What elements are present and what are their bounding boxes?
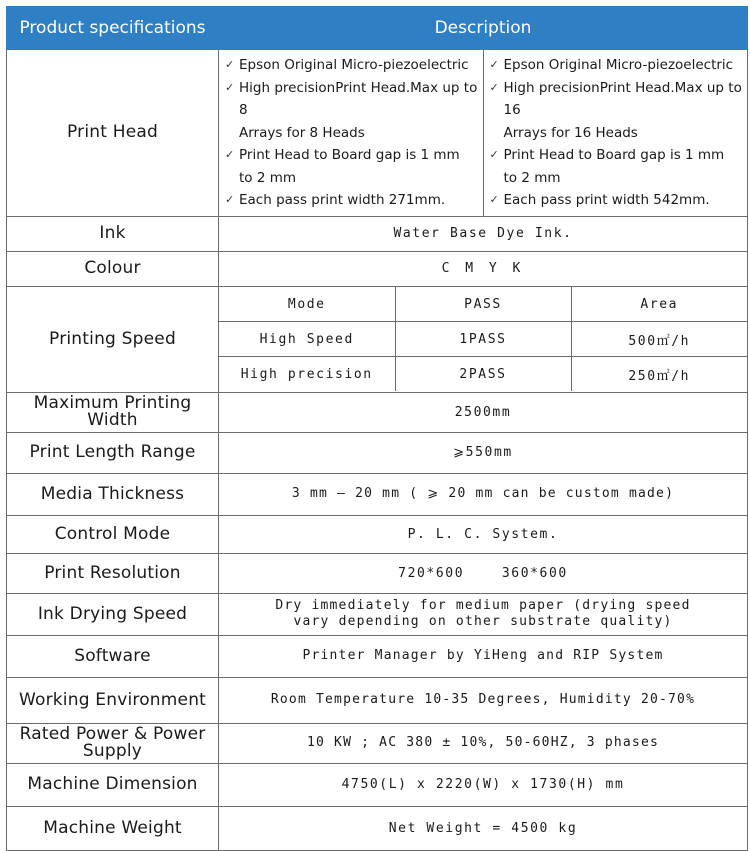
label-dimension: Machine Dimension (7, 763, 219, 806)
drying-line-1: Dry immediately for medium paper (drying speed (275, 598, 691, 613)
speed-header-pass: PASS (395, 287, 571, 322)
value-ink: Water Base Dye Ink. (219, 216, 748, 251)
label-control-mode: Control Mode (7, 515, 219, 553)
header-description: Description (219, 7, 748, 50)
row-resolution (7, 553, 748, 593)
speed-mode: High Speed (219, 322, 395, 357)
bullet-item: ✓ High precisionPrint Head.Max up to 8 (225, 77, 479, 122)
bullet-item: ✓ Epson Original Micro-piezoelectric (490, 54, 744, 77)
row-max-width (7, 392, 748, 432)
print-head-values (219, 50, 748, 217)
row-print-head (7, 50, 748, 217)
label-colour: Colour (7, 251, 219, 286)
speed-mode: High precision (219, 357, 395, 392)
print-head-16-heads (483, 50, 747, 216)
bullet-item: ✓ Epson Original Micro-piezoelectric (225, 54, 479, 77)
header-product-specs: Product specifications (7, 7, 219, 50)
bullet-item: ✓ Print Head to Board gap is 1 mm (225, 144, 479, 167)
speed-header-mode: Mode (287, 296, 326, 312)
value-drying (219, 593, 748, 635)
value-colour: C M Y K (219, 251, 748, 286)
bullet-continuation: Arrays for 16 Heads (503, 124, 638, 141)
label-resolution: Print Resolution (7, 553, 219, 593)
row-length-range (7, 432, 748, 473)
label-media-thickness: Media Thickness (7, 473, 219, 515)
value-control-mode: P. L. C. System. (219, 515, 748, 553)
value-power: 10 KW ; AC 380 ± 10%, 50-60HZ, 3 phases (219, 723, 748, 763)
label-weight: Machine Weight (7, 806, 219, 850)
row-weight (7, 806, 748, 850)
value-environment: Room Temperature 10-35 Degrees, Humidity 20-70% (219, 677, 748, 723)
bullet-continuation: to 2 mm (503, 169, 561, 186)
speed-area: 250㎡/h (571, 357, 747, 392)
value-dimension: 4750(L) x 2220(W) x 1730(H) mm (219, 763, 748, 806)
value-software: Printer Manager by YiHeng and RIP System (219, 635, 748, 677)
row-drying (7, 593, 748, 635)
row-media-thickness (7, 473, 748, 515)
bullet-continuation: Arrays for 8 Heads (239, 124, 365, 141)
printing-speed-table-cell (219, 286, 748, 392)
drying-line-2: vary depending on other substrate quality) (293, 614, 673, 629)
label-drying: Ink Drying Speed (7, 593, 219, 635)
bullet-item: ✓ Each pass print width 271mm. (225, 189, 479, 212)
speed-row (219, 322, 747, 357)
speed-pass: 1PASS (395, 322, 571, 357)
label-length-range: Print Length Range (7, 432, 219, 473)
label-software: Software (7, 635, 219, 677)
speed-pass: 2PASS (395, 357, 571, 392)
row-power (7, 723, 748, 763)
spec-table (6, 6, 748, 851)
label-printing-speed: Printing Speed (7, 286, 219, 392)
value-resolution: 720*600 360*600 (219, 553, 748, 593)
row-colour (7, 251, 748, 286)
bullet-continuation: to 2 mm (239, 169, 297, 186)
row-environment (7, 677, 748, 723)
bullet-item: ✓ Each pass print width 542mm. (490, 189, 744, 212)
row-dimension (7, 763, 748, 806)
speed-header-area: Area (571, 287, 747, 322)
header-row (7, 7, 748, 50)
value-media-thickness: 3 mm – 20 mm ( ⩾ 20 mm can be custom made) (219, 473, 748, 515)
speed-area: 500㎡/h (571, 322, 747, 357)
label-power: Rated Power & Power Supply (7, 723, 219, 763)
bullet-item: ✓ High precisionPrint Head.Max up to 16 (490, 77, 744, 122)
printing-speed-table (219, 287, 747, 391)
value-length-range: ⩾550mm (219, 432, 748, 473)
speed-header-row (219, 287, 747, 322)
label-ink: Ink (7, 216, 219, 251)
row-control-mode (7, 515, 748, 553)
label-print-head: Print Head (7, 50, 219, 217)
bullet-item: ✓ Print Head to Board gap is 1 mm (490, 144, 744, 167)
row-software (7, 635, 748, 677)
value-weight: Net Weight = 4500 kg (219, 806, 748, 850)
row-printing-speed (7, 286, 748, 392)
label-environment: Working Environment (7, 677, 219, 723)
value-max-width: 2500mm (219, 392, 748, 432)
print-head-8-heads (219, 50, 483, 216)
row-ink (7, 216, 748, 251)
label-max-width: Maximum Printing Width (7, 392, 219, 432)
speed-row (219, 357, 747, 392)
